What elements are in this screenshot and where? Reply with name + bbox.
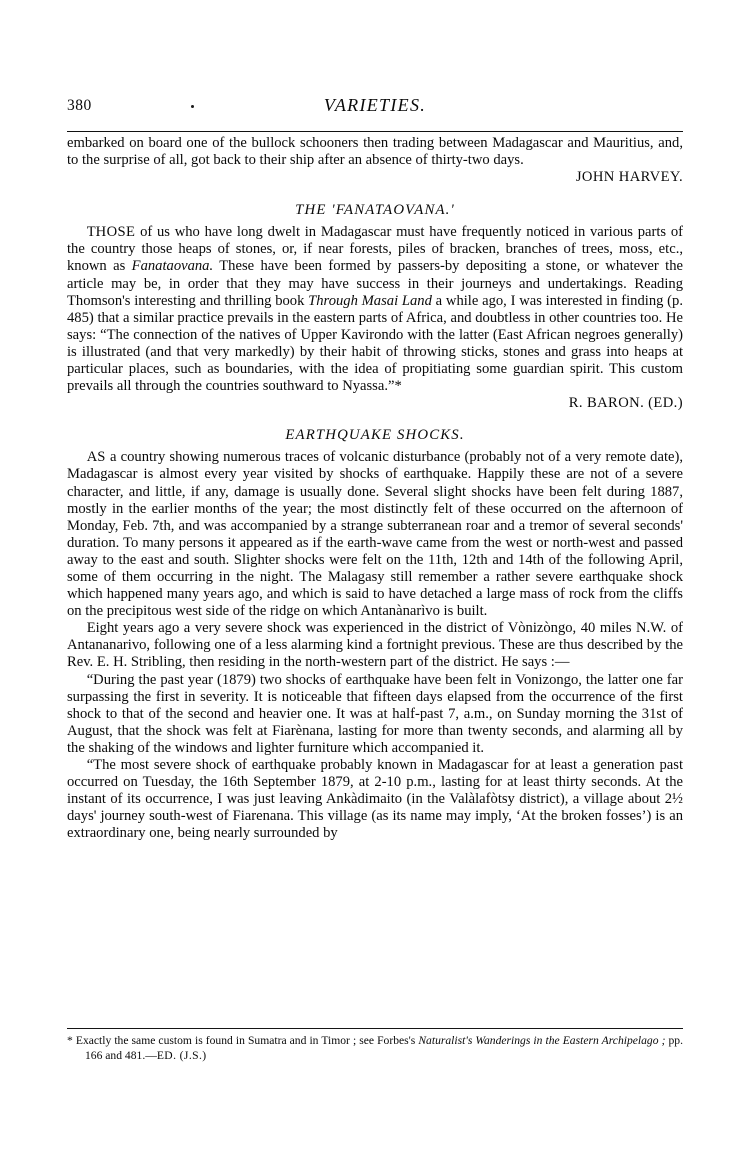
footnote-rule [67, 1028, 683, 1029]
section-heading-earthquake-shocks: EARTHQUAKE SHOCKS. [285, 427, 465, 444]
paragraph: “During the past year (1879) two shocks of earthquake have been felt in Vonizongo, the latter one far surpassing the first in severity. It is noticeable that fifteen days elapsed from the occurrence of the first shock to that of the second and heavier one. It was at half-past 7, a.m., on Sunday morning the 31st of August, that the shock was felt at Fiarènana, lasting for more than twenty seconds, and alarming all by the shaking of the windows and lighter furniture which accompanied it. [67, 671, 683, 756]
head-rule [67, 131, 683, 132]
paragraph: “The most severe shock of earthquake probably known in Madagascar for at least a generation past occurred on Tuesday, the 16th September 1879, at 2-10 p.m., lasting for at least thirty seconds. At the instant of its occurrence, I was just leaving Ankàdimaito (in the Valàlafòtsy district), a village about 2½ days' journey south-west of Fiarenana. This village (as its name may imply, ‘At the broken fosses’) is an extraordinary one, being nearly surrounded by [67, 757, 683, 842]
signature-john-harvey [67, 169, 683, 186]
folio-number: 380 [67, 97, 92, 114]
article-fanataovana [67, 224, 683, 412]
signature-text: JOHN HARVEY. [575, 169, 683, 186]
article-earthquake-shocks [67, 449, 683, 842]
section-heading-fanataovana: THE 'FANATAOVANA.' [295, 202, 455, 219]
article-continued [67, 135, 683, 186]
paragraph: AS a country showing numerous traces of volcanic disturbance (probably not of a very remote date), Madagascar is almost every year visited by shocks of earthquake. Happily these are not of a severe character, and little, if any, damage is usually done. Several slight shocks have been felt during 1887, mostly in the earlier months of the year; the most distinctly felt of these occurred on the afternoon of Monday, Feb. 7th, and was accompanied by a strange subterranean roar and a tremor of several seconds' duration. To many persons it appeared as if the earth-wave came from the west or north-west and passed away to the east and south. Slighter shocks were felt on the 11th, 12th and 14th of the following April, some of them occurring in the night. The Malagasy still remember a rather severe earthquake shock which happened many years ago, and which is said to have detached a large mass of rock from the cliffs on the precipitous west side of the ridge on which Antanànarìvo is built. [67, 449, 683, 620]
paragraph: THOSE of us who have long dwelt in Madagascar must have frequently noticed in various parts of the country those heaps of stones, or, if near forests, piles of bracken, branches of trees, moss, etc., known as Fanataovana. These have been formed by passers-by depositing a stone, or whatever the article may be, in order that they may have success in their journeys and undertakings. Reading Thomson's interesting and thrilling book Through Masai Land a while ago, I was interested in finding (p. 485) that a similar practice prevails in the eastern parts of Africa, and doubtless in other countries too. He says: “The connection of the natives of Upper Kavirondo with the latter (East African negroes generally) is illustrated (and that very markedly) by their habit of throwing sticks, stones and grass into heaps at particular places, such as boundaries, with the idea of propitiating some guardian spirit. This custom prevails all through the countries southward to Nyassa.”* [67, 224, 683, 395]
paragraph: embarked on board one of the bullock schooners then trading between Madagascar and Mauritius, and, to the surprise of all, got back to their ship after an absence of thirty-two days. [67, 135, 683, 169]
page-content [67, 95, 683, 842]
signature-r-baron [67, 395, 683, 412]
running-head [67, 95, 683, 127]
footnote-block [67, 1028, 683, 1063]
footnote-text: * Exactly the same custom is found in Sumatra and in Timor ; see Forbes's Naturalist's Wanderings in the Eastern Archipelago ; pp. 166 and 481.—ED. (J.S.) [67, 1034, 684, 1062]
paragraph: Eight years ago a very severe shock was experienced in the district of Vònizòngo, 40 miles N.W. of Antananarivo, following one of a less alarming kind a fortnight previous. These are thus described by the Rev. E. H. Stribling, then residing in the north-western part of the district. He says :— [67, 620, 683, 671]
signature-text: R. BARON. (ED.) [568, 395, 683, 412]
running-title: VARIETIES. [323, 95, 427, 115]
